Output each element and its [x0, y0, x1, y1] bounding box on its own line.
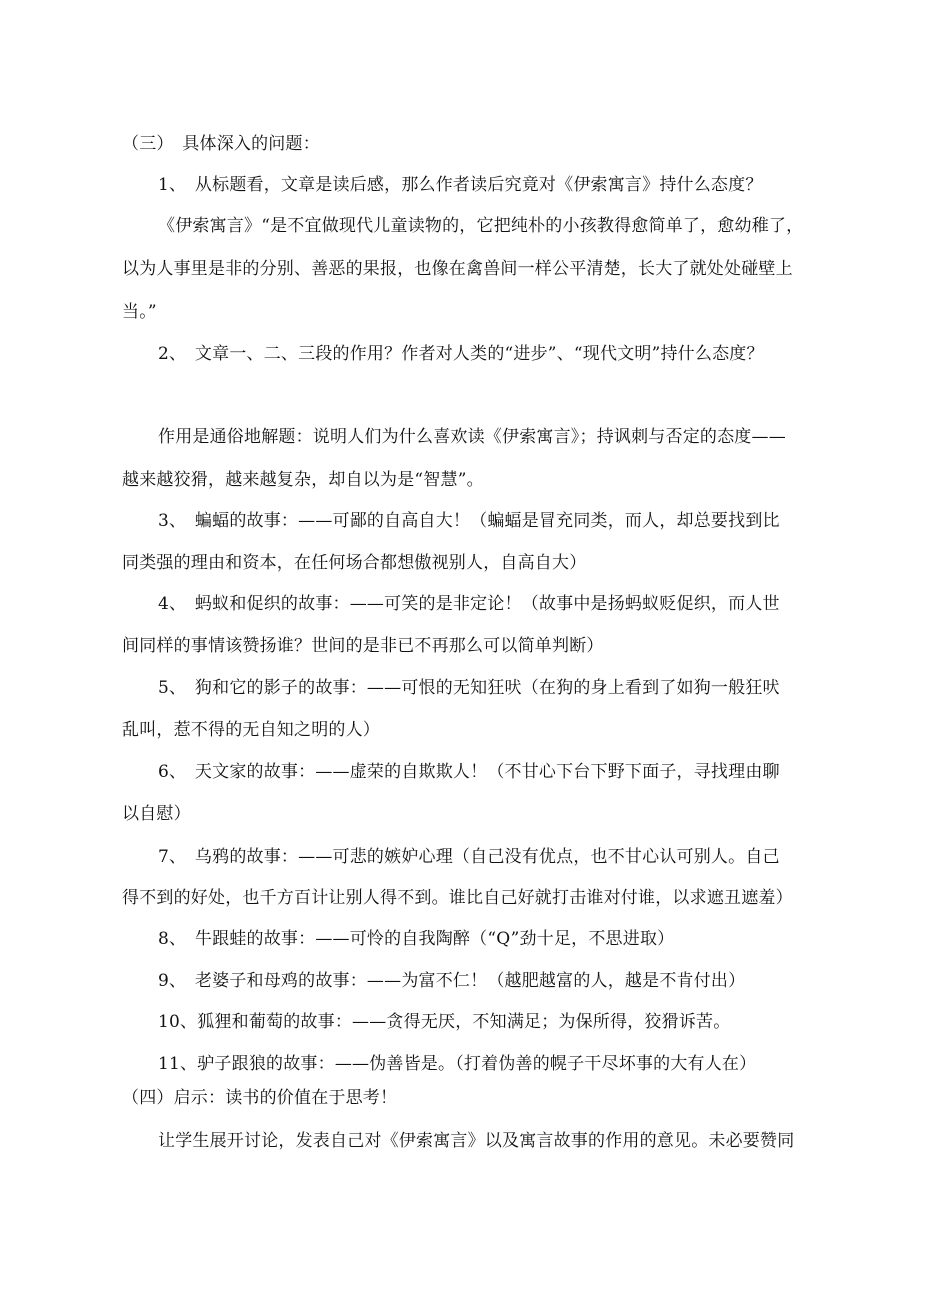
- answer-1-line-1: 《伊索寓言》“是不宜做现代儿童读物的，它把纯朴的小孩教得愈简单了，愈幼稚了，: [158, 216, 804, 236]
- answer-1-line-2: 以为人事里是非的分别、善恶的果报，也像在禽兽间一样公平清楚，长大了就处处碰壁上: [122, 259, 793, 279]
- question-7-line-2: 得不到的好处，也千方百计让别人得不到。谁比自己好就打击谁对付谁，以求遮丑遮羞）: [122, 888, 793, 908]
- question-3-line-1: 3、 蝙蝠的故事：——可鄙的自高自大！（蝙蝠是冒充同类，而人，却总要找到比: [158, 511, 780, 531]
- question-1: 1、 从标题看，文章是读后感，那么作者读后究竟对《伊索寓言》持什么态度？: [158, 175, 763, 195]
- section-4-heading: （四）启示：读书的价值在于思考！: [122, 1088, 398, 1108]
- question-10: 10、狐狸和葡萄的故事：——贪得无厌，不知满足；为保所得，狡猾诉苦。: [158, 1012, 731, 1032]
- question-3-line-2: 同类强的理由和资本，在任何场合都想傲视别人，自高自大）: [122, 553, 587, 573]
- question-4-line-2: 间同样的事情该赞扬谁？世间的是非已不再那么可以简单判断）: [122, 636, 604, 656]
- question-2: 2、 文章一、二、三段的作用？作者对人类的“进步”、“现代文明”持什么态度？: [158, 344, 764, 364]
- question-6-line-2: 以自慰）: [122, 804, 191, 824]
- discussion-line: 让学生展开讨论，发表自己对《伊索寓言》以及寓言故事的作用的意见。未必要赞同: [158, 1131, 795, 1151]
- question-9: 9、 老婆子和母鸡的故事：——为富不仁！（越肥越富的人，越是不肯付出）: [158, 971, 746, 991]
- section-3-heading: （三） 具体深入的问题：: [122, 134, 320, 154]
- answer-1-line-3: 当。”: [122, 302, 157, 322]
- question-4-line-1: 4、 蚂蚁和促织的故事：——可笑的是非定论！（故事中是扬蚂蚁贬促织，而人世: [158, 594, 780, 614]
- answer-2-line-2: 越来越狡猾，越来越复杂，却自以为是“智慧”。: [122, 470, 484, 490]
- question-5-line-2: 乱叫，惹不得的无自知之明的人）: [122, 720, 380, 740]
- question-11: 11、驴子跟狼的故事：——伪善皆是。（打着伪善的幌子干尽坏事的大有人在）: [158, 1054, 757, 1074]
- question-7-line-1: 7、 乌鸦的故事：——可悲的嫉妒心理（自己没有优点，也不甘心认可别人。自己: [158, 847, 780, 867]
- answer-2-line-1: 作用是通俗地解题：说明人们为什么喜欢读《伊索寓言》；持讽刺与否定的态度——: [158, 427, 786, 447]
- question-8: 8、 牛跟蛙的故事：——可怜的自我陶醉（“Q”劲十足，不思进取）: [158, 929, 675, 949]
- question-5-line-1: 5、 狗和它的影子的故事：——可恨的无知狂吠（在狗的身上看到了如狗一般狂吠: [158, 678, 780, 698]
- question-6-line-1: 6、 天文家的故事：——虚荣的自欺欺人！（不甘心下台下野下面子，寻找理由聊: [158, 762, 780, 782]
